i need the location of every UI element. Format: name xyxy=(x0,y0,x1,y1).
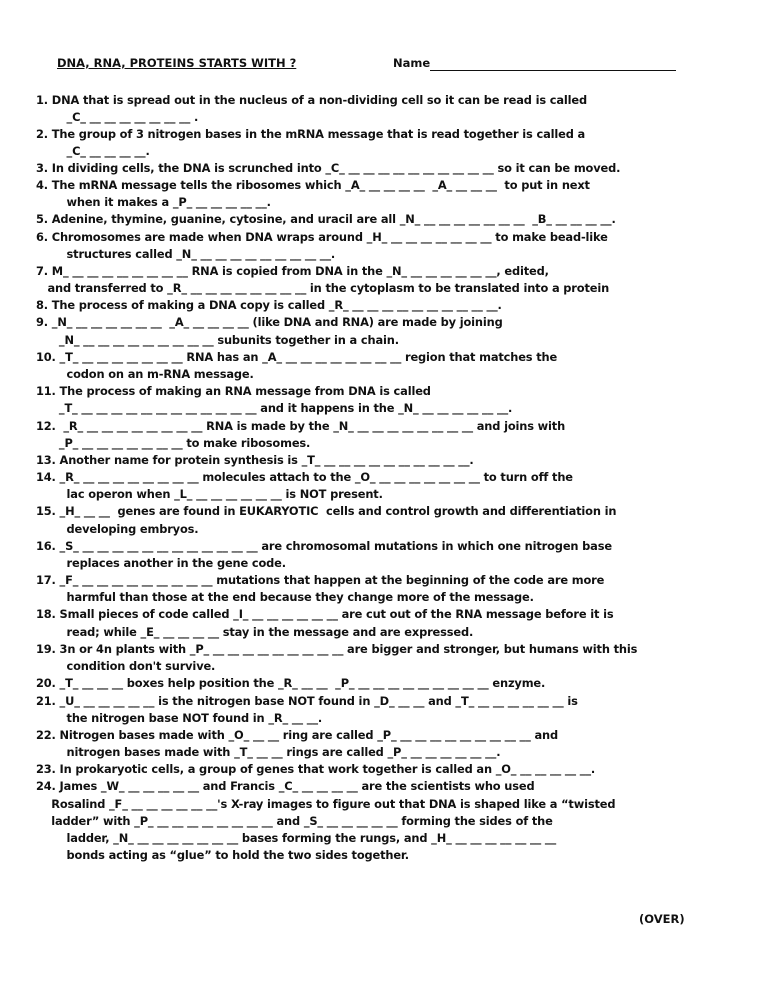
question-line: bonds acting as “glue” to hold the two sides together. xyxy=(36,848,409,862)
question-line: lac operon when _L_ __ __ __ __ __ __ is NOT present. xyxy=(36,487,383,501)
question-line: the nitrogen base NOT found in _R_ __ __. xyxy=(36,711,323,725)
question-line: developing embryos. xyxy=(36,522,199,536)
name-blank-line xyxy=(430,70,676,71)
question-line: 16. _S_ __ __ __ __ __ __ __ __ __ __ __ __ are chromosomal mutations in which one nitrogen base xyxy=(36,539,612,553)
question-line: 3. In dividing cells, the DNA is scrunched into _C_ __ __ __ __ __ __ __ __ __ __ so it can be moved. xyxy=(36,161,621,175)
question-line: 10. _T_ __ __ __ __ __ __ __ RNA has an _A_ __ __ __ __ __ __ __ __ region that matches the xyxy=(36,350,558,364)
question-line: 2. The group of 3 nitrogen bases in the mRNA message that is read together is called a xyxy=(36,127,586,141)
name-label: Name xyxy=(393,56,431,70)
question-line: ladder, _N_ __ __ __ __ __ __ __ bases forming the rungs, and _H_ __ __ __ __ __ __ __ xyxy=(36,831,556,845)
question-line: 18. Small pieces of code called _I_ __ __ __ __ __ __ are cut out of the RNA message before it is xyxy=(36,607,614,621)
question-line: 17. _F_ __ __ __ __ __ __ __ __ __ mutations that happen at the beginning of the code are more xyxy=(36,573,605,587)
question-line: 4. The mRNA message tells the ribosomes which _A_ __ __ __ __ _A_ __ __ __ to put in next xyxy=(36,178,590,192)
question-line: ladder” with _P_ __ __ __ __ __ __ __ __ and _S_ __ __ __ __ __ forming the sides of the xyxy=(36,814,553,828)
question-line: 22. Nitrogen bases made with _O_ __ __ ring are called _P_ __ __ __ __ __ __ __ __ __ and xyxy=(36,728,558,742)
question-line: 12. _R_ __ __ __ __ __ __ __ __ RNA is made by the _N_ __ __ __ __ __ __ __ __ and joins with xyxy=(36,419,566,433)
question-line: 1. DNA that is spread out in the nucleus of a non-dividing cell so it can be read is called xyxy=(36,93,588,107)
question-line: _C_ __ __ __ __ __ __ __ . xyxy=(36,110,199,124)
question-line: 14. _R_ __ __ __ __ __ __ __ __ molecules attach to the _O_ __ __ __ __ __ __ __ to turn off the xyxy=(36,470,573,484)
worksheet-title: DNA, RNA, PROTEINS STARTS WITH ? xyxy=(57,56,297,70)
question-line: 11. The process of making an RNA message from DNA is called xyxy=(36,384,431,398)
question-line: condition don't survive. xyxy=(36,659,216,673)
question-line: structures called _N_ __ __ __ __ __ __ __ __ __. xyxy=(36,247,336,261)
question-line: 20. _T_ __ __ __ boxes help position the _R_ __ __ _P_ __ __ __ __ __ __ __ __ __ enzyme. xyxy=(36,676,546,690)
question-line: 13. Another name for protein synthesis is _T_ __ __ __ __ __ __ __ __ __ __. xyxy=(36,453,474,467)
question-line: 15. _H_ __ __ genes are found in EUKARYOTIC cells and control growth and differentiation in xyxy=(36,504,617,518)
question-line: Rosalind _F_ __ __ __ __ __ __'s X-ray images to figure out that DNA is shaped like a “twisted xyxy=(36,797,616,811)
question-line: 7. M_ __ __ __ __ __ __ __ __ RNA is copied from DNA in the _N_ __ __ __ __ __ __, edited, xyxy=(36,264,549,278)
question-line: _T_ __ __ __ __ __ __ __ __ __ __ __ __ and it happens in the _N_ __ __ __ __ __ __. xyxy=(36,401,513,415)
question-line: read; while _E_ __ __ __ __ stay in the message and are expressed. xyxy=(36,625,474,639)
question-line: 6. Chromosomes are made when DNA wraps around _H_ __ __ __ __ __ __ __ to make bead-like xyxy=(36,230,608,244)
question-line: 23. In prokaryotic cells, a group of genes that work together is called an _O_ __ __ __ __ __. xyxy=(36,762,596,776)
question-line: 19. 3n or 4n plants with _P_ __ __ __ __ __ __ __ __ __ are bigger and stronger, but humans with this xyxy=(36,642,638,656)
question-line: harmful than those at the end because they change more of the message. xyxy=(36,590,534,604)
question-line: 24. James _W_ __ __ __ __ __ and Francis _C_ __ __ __ __ are the scientists who used xyxy=(36,779,535,793)
question-line: replaces another in the gene code. xyxy=(36,556,286,570)
question-line: _C_ __ __ __ __. xyxy=(36,144,150,158)
question-line: nitrogen bases made with _T_ __ __ rings are called _P_ __ __ __ __ __ __. xyxy=(36,745,501,759)
question-line: _N_ __ __ __ __ __ __ __ __ __ subunits together in a chain. xyxy=(36,333,399,347)
question-line: and transferred to _R_ __ __ __ __ __ __ __ __ in the cytoplasm to be translated into a protein xyxy=(36,281,610,295)
question-line: 8. The process of making a DNA copy is called _R_ __ __ __ __ __ __ __ __ __ __. xyxy=(36,298,502,312)
over-label: (OVER) xyxy=(639,912,685,926)
question-line: codon on an m-RNA message. xyxy=(36,367,254,381)
question-line: when it makes a _P_ __ __ __ __ __. xyxy=(36,195,271,209)
question-line: 9. _N_ __ __ __ __ __ __ _A_ __ __ __ __ (like DNA and RNA) are made by joining xyxy=(36,315,503,329)
question-line: _P_ __ __ __ __ __ __ __ to make ribosomes. xyxy=(36,436,311,450)
question-line: 21. _U_ __ __ __ __ __ is the nitrogen base NOT found in _D_ __ __ and _T_ __ __ __ __ __ __ is xyxy=(36,694,578,708)
question-line: 5. Adenine, thymine, guanine, cytosine, and uracil are all _N_ __ __ __ __ __ __ __ _B_ __ __ __ __. xyxy=(36,212,616,226)
